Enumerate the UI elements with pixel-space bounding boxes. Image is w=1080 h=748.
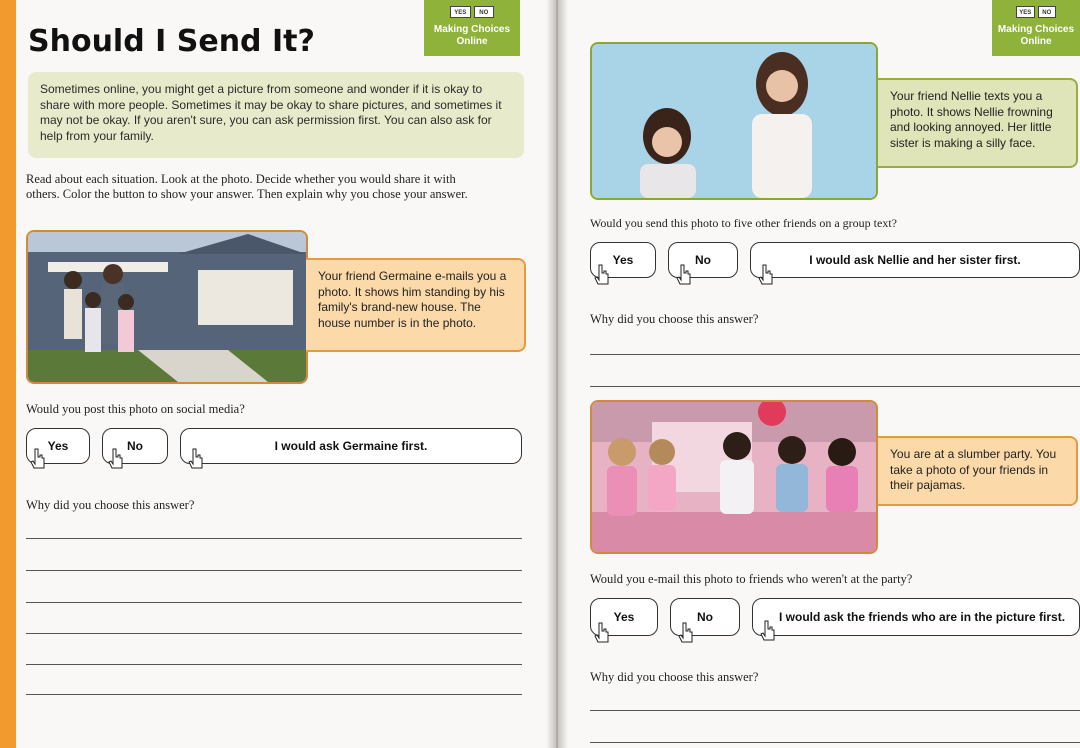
pointing-hand-icon (676, 264, 692, 286)
pointing-hand-icon (760, 620, 776, 642)
family-house-image (28, 232, 306, 382)
answer-line[interactable] (26, 570, 522, 571)
instructions: Read about each situation. Look at the photo. Decide whether you would share it with others. Color the button to show your answer. Then explain why you chose your answer. (26, 172, 468, 201)
yes-no-icon: YES NO (1016, 6, 1056, 18)
why-prompt-1: Why did you choose this answer? (26, 498, 195, 512)
answer-line[interactable] (590, 710, 1080, 711)
right-page (562, 0, 1080, 748)
pointing-hand-icon (758, 264, 774, 286)
answer-line[interactable] (26, 602, 522, 603)
answer-line[interactable] (26, 664, 522, 665)
pointing-hand-icon (108, 448, 124, 470)
yes-button[interactable]: Yes (26, 428, 90, 464)
pointing-hand-icon (678, 622, 694, 644)
ask-first-button[interactable]: I would ask the friends who are in the picture first. (752, 598, 1080, 636)
answer-line[interactable] (590, 354, 1080, 355)
page-title: Should I Send It? (28, 24, 315, 59)
section-tab (992, 0, 1080, 56)
pointing-hand-icon (30, 448, 46, 470)
sisters-image (592, 44, 876, 198)
answer-line[interactable] (590, 742, 1080, 743)
intro-box: Sometimes online, you might get a picture from someone and wonder if it is okay to share with more people. Sometimes it may be okay to share pictures, and sometimes it may not be okay. If you aren't sure, you can ask permission first. You can also ask for help from your family. (28, 72, 524, 158)
yes-button[interactable]: Yes (590, 598, 658, 636)
answer-line[interactable] (26, 694, 522, 695)
slumber-party-image (592, 402, 876, 552)
nellie-callout: Your friend Nellie texts you a photo. It shows Nellie frowning and looking annoyed. Her little sister is making a silly face. (878, 78, 1078, 168)
tab-label: Making Choices Online (997, 24, 1075, 47)
question-2: Would you send this photo to five other friends on a group text? (590, 216, 897, 230)
answer-line[interactable] (26, 633, 522, 634)
sisters-photo (590, 42, 878, 200)
no-button[interactable]: No (668, 242, 738, 278)
question-3: Would you e-mail this photo to friends who weren't at the party? (590, 572, 913, 586)
tab-label: Making Choices Online (433, 24, 511, 47)
section-tab (424, 0, 520, 56)
slumber-party-photo (590, 400, 878, 554)
no-button[interactable]: No (670, 598, 740, 636)
family-house-photo (26, 230, 308, 384)
book-spine (546, 0, 568, 748)
slumber-party-callout: You are at a slumber party. You take a photo of your friends in their pajamas. (878, 436, 1078, 506)
yes-no-icon: YES NO (450, 6, 494, 18)
answer-line[interactable] (590, 386, 1080, 387)
no-button[interactable]: No (102, 428, 168, 464)
why-prompt-3: Why did you choose this answer? (590, 670, 759, 684)
answer-line[interactable] (26, 538, 522, 539)
ask-first-button[interactable]: I would ask Nellie and her sister first. (750, 242, 1080, 278)
question-1: Would you post this photo on social media? (26, 402, 245, 416)
pointing-hand-icon (188, 448, 204, 470)
pointing-hand-icon (594, 264, 610, 286)
yes-button[interactable]: Yes (590, 242, 656, 278)
germaine-callout: Your friend Germaine e-mails you a photo. It shows him standing by his family's brand-new house. The house number is in the photo. (306, 258, 526, 352)
why-prompt-2: Why did you choose this answer? (590, 312, 759, 326)
ask-first-button[interactable]: I would ask Germaine first. (180, 428, 522, 464)
pointing-hand-icon (594, 622, 610, 644)
